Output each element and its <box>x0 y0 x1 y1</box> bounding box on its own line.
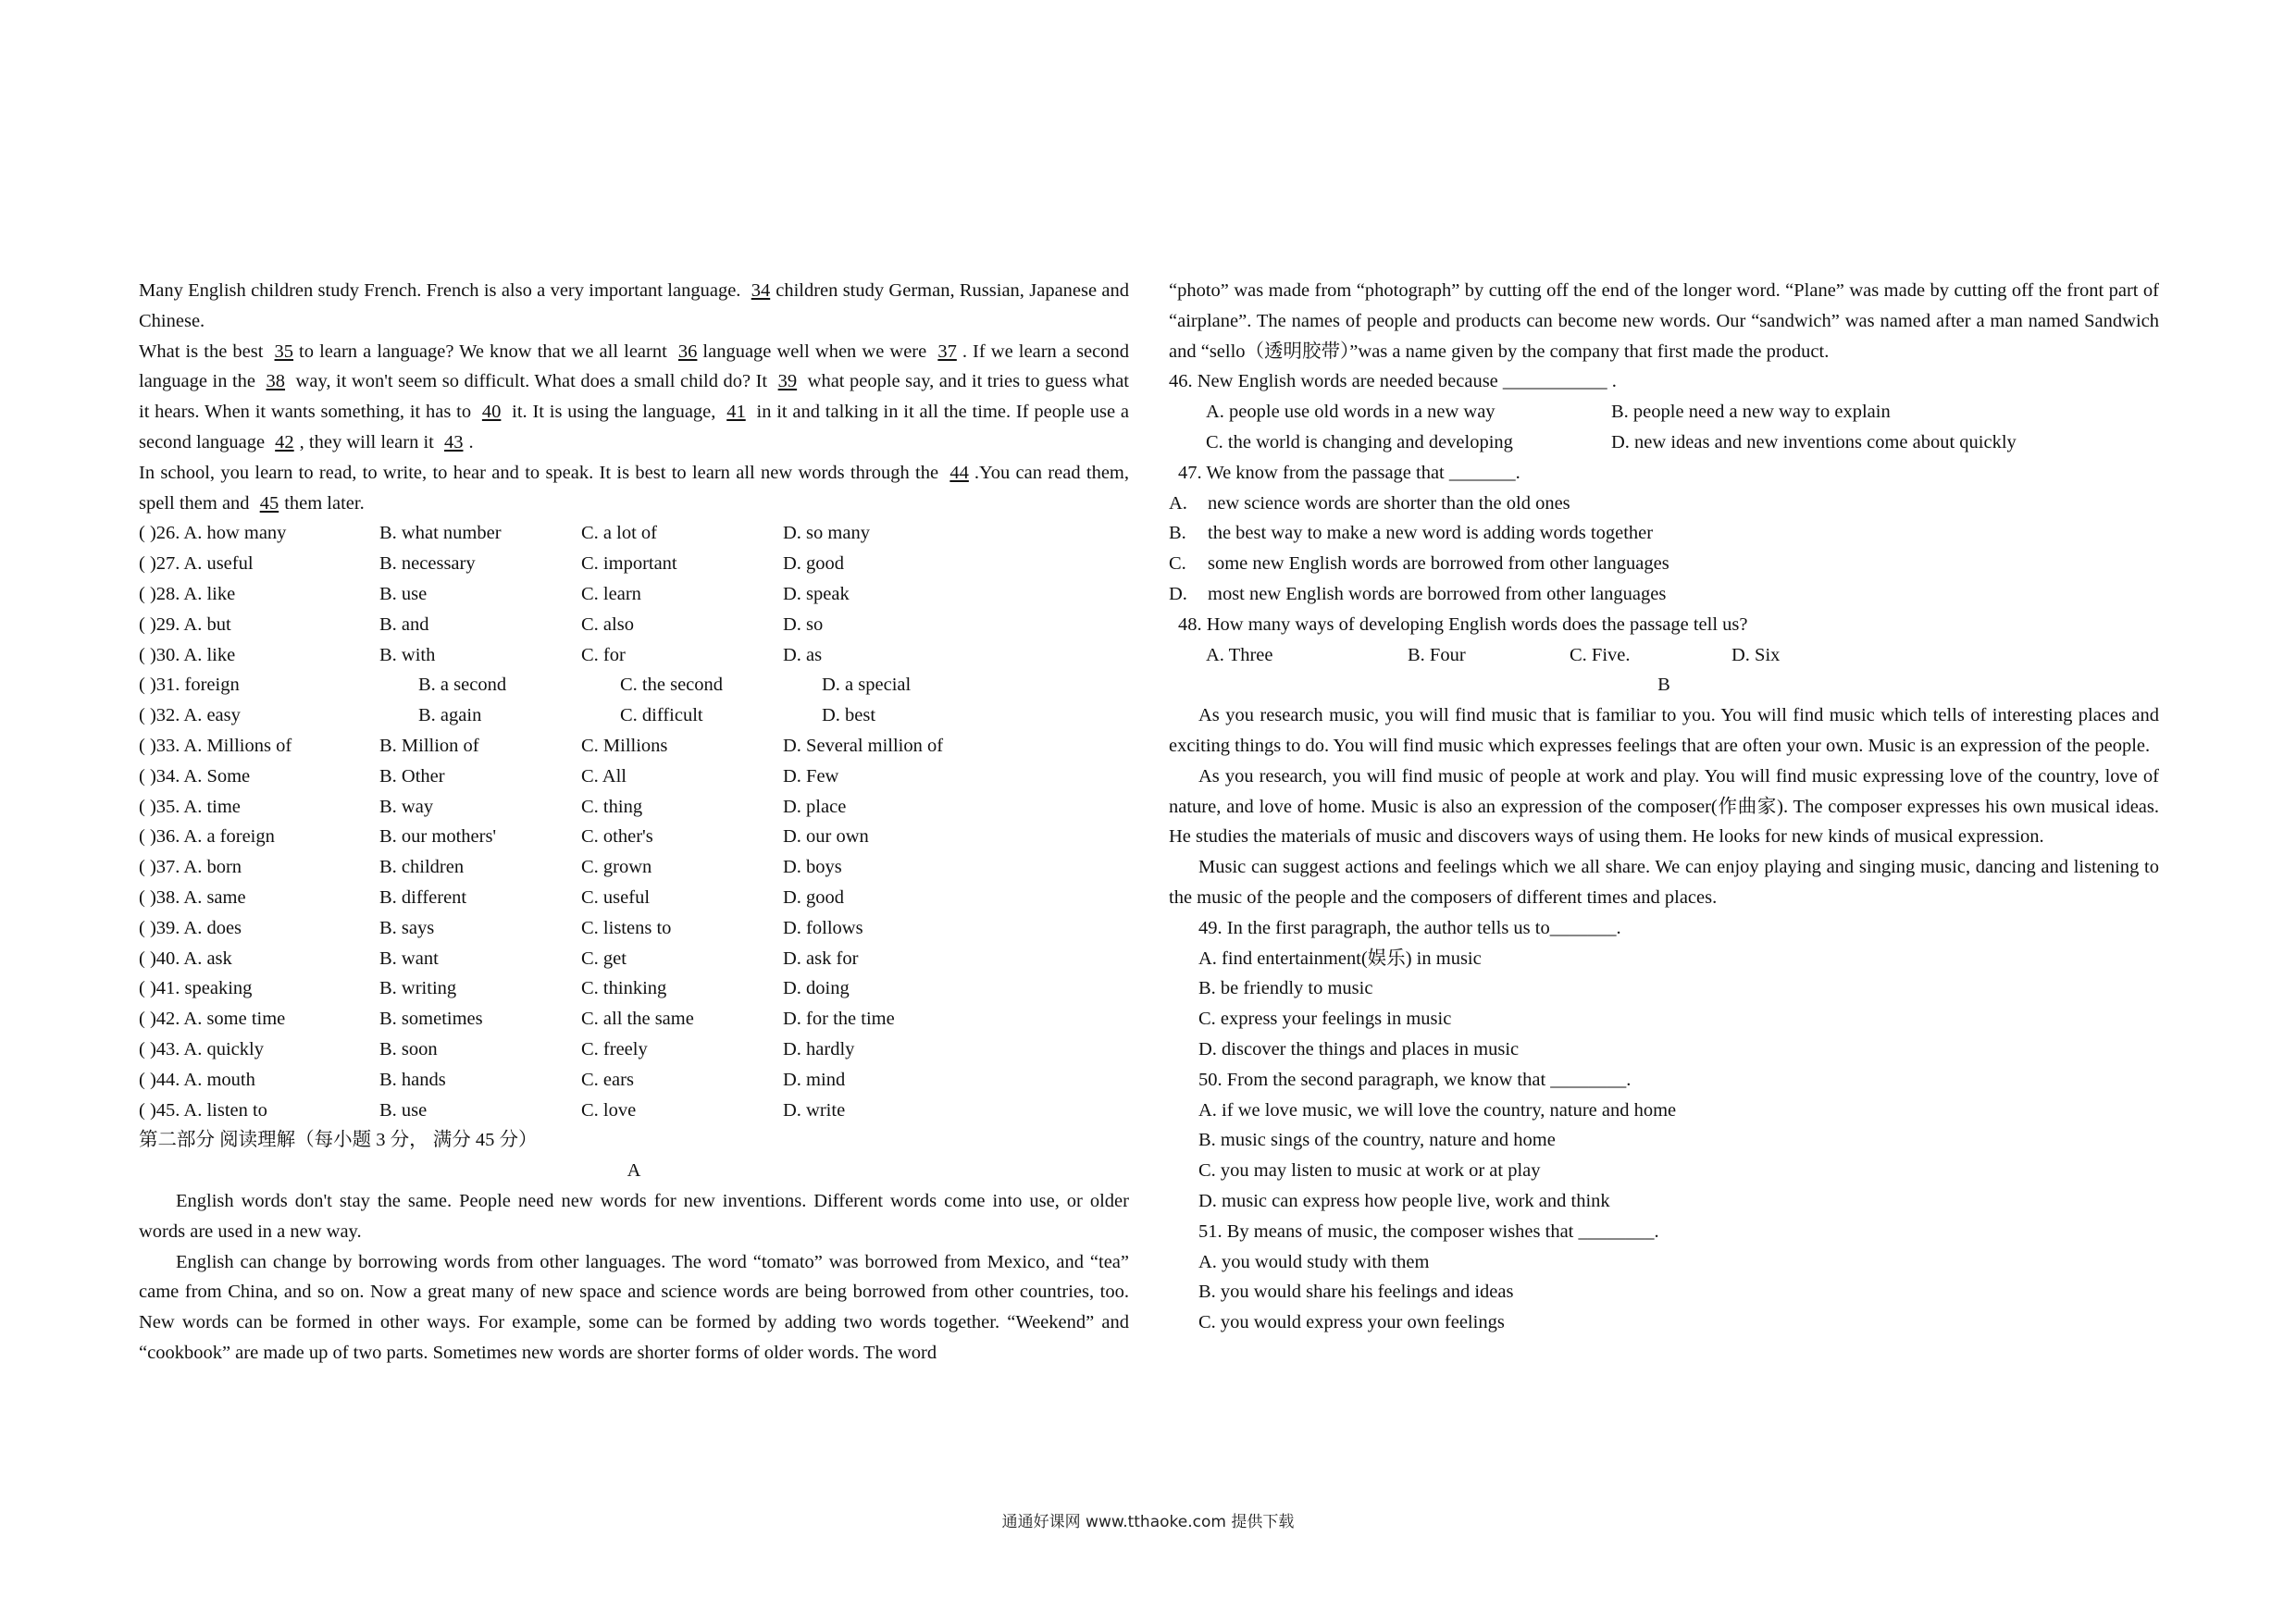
cloze-question-row <box>139 640 1129 671</box>
q51-option: C. you would express your own feelings <box>1198 1312 1505 1333</box>
question-option: C. useful <box>581 886 651 908</box>
question-option: D. good <box>783 553 845 575</box>
question-option: D. Few <box>783 765 839 787</box>
cloze-question-row <box>139 610 1129 640</box>
question-option: D. Several million of <box>783 735 944 756</box>
q50-option: B. music sings of the country, nature and home <box>1198 1130 1556 1151</box>
q46-option: B. people need a new way to explain <box>1611 402 1891 423</box>
question-option: C. ears <box>581 1069 634 1090</box>
question-option: B. soon <box>379 1038 438 1059</box>
question-option: B. way <box>379 796 434 817</box>
question-option: D. good <box>783 886 845 908</box>
cloze-question-row <box>139 822 1129 852</box>
question-option: B. our mothers' <box>379 826 497 848</box>
blank-43: 43 <box>443 431 464 452</box>
question-option: C. difficult <box>620 705 703 726</box>
question-stem-option-a: ( )44. A. mouth <box>139 1069 255 1090</box>
blank-35: 35 <box>274 341 294 362</box>
q47-option: B. the best way to make a new word is adding words together <box>1169 523 1654 544</box>
blank-38: 38 <box>266 371 286 392</box>
question-option: B. with <box>379 644 436 665</box>
question-stem-option-a: ( )38. A. same <box>139 886 246 908</box>
question-option: B. Million of <box>379 735 479 756</box>
question-option: C. get <box>581 948 627 969</box>
question-option: B. necessary <box>379 553 476 575</box>
question-option: B. use <box>379 1099 428 1121</box>
question-option: B. says <box>379 917 435 938</box>
blank-37: 37 <box>937 341 957 362</box>
q47-option: C. some new English words are borrowed from other languages <box>1169 553 1669 575</box>
cloze-question-row <box>139 944 1129 974</box>
q46-option: D. new ideas and new inventions come about quickly <box>1611 431 2017 452</box>
cloze-paragraph-1: Many English children study French. French is also a very important language. 34 children study German, Russian, Japanese and Chinese. <box>139 280 1129 331</box>
question-stem-option-a: ( )39. A. does <box>139 917 242 938</box>
question-option: B. again <box>418 705 482 726</box>
passage-a-paragraph: English can change by borrowing words from other languages. The word “tomato” was borrowed from Mexico, and “tea” came from China, and so on. Now a great many of new space and science words are being borrowed from other countries, too. New words can be formed in other ways. For example, some can be formed by adding two words together. “Weekend” and “cookbook” are made up of two parts. Sometimes new words are shorter forms of older words. The word <box>139 1251 1129 1363</box>
question-option: C. listens to <box>581 917 672 938</box>
question-option: C. for <box>581 644 626 665</box>
question-option: C. the second <box>620 675 724 696</box>
question-option: B. writing <box>379 978 457 999</box>
q49-option: C. express your feelings in music <box>1198 1009 1452 1030</box>
blank-36: 36 <box>677 341 698 362</box>
q48-option: D. Six <box>1731 644 1781 665</box>
passage-b-label: B <box>1657 675 1670 696</box>
question-stem-option-a: ( )31. foreign <box>139 675 240 696</box>
passage-a-label: A <box>627 1160 641 1182</box>
question-49: 49. In the first paragraph, the author tells us to_______. <box>1198 917 1621 938</box>
cloze-question-row <box>139 1065 1129 1096</box>
question-option: D. our own <box>783 826 869 848</box>
q51-option: A. you would study with them <box>1198 1251 1430 1272</box>
question-stem-option-a: ( )30. A. like <box>139 644 236 665</box>
q50-option: C. you may listen to music at work or at play <box>1198 1160 1541 1182</box>
question-option: C. freely <box>581 1038 648 1059</box>
cloze-question-row <box>139 762 1129 792</box>
question-option: C. All <box>581 765 627 787</box>
cloze-question-row <box>139 883 1129 913</box>
q51-option: B. you would share his feelings and ideas <box>1198 1282 1514 1303</box>
question-option: B. hands <box>379 1069 446 1090</box>
question-option: C. other's <box>581 826 653 848</box>
question-stem-option-a: ( )42. A. some time <box>139 1009 286 1030</box>
question-stem-option-a: ( )45. A. listen to <box>139 1099 267 1121</box>
q47-option: A. new science words are shorter than the old ones <box>1169 492 1570 514</box>
question-50: 50. From the second paragraph, we know that ________. <box>1198 1069 1632 1090</box>
left-column <box>139 276 1129 1369</box>
cloze-question-row <box>139 973 1129 1004</box>
q47-option: D. most new English words are borrowed from other languages <box>1169 583 1667 604</box>
question-option: D. ask for <box>783 948 859 969</box>
question-stem-option-a: ( )35. A. time <box>139 796 241 817</box>
question-51: 51. By means of music, the composer wishes that ________. <box>1198 1220 1659 1242</box>
q49-option: B. be friendly to music <box>1198 978 1373 999</box>
question-stem-option-a: ( )34. A. Some <box>139 765 251 787</box>
question-option: D. mind <box>783 1069 846 1090</box>
passage-a-paragraph: English words don't stay the same. People need new words for new inventions. Different words come into use, or older words are used in a new way. <box>139 1190 1129 1242</box>
passage-b-paragraph: Music can suggest actions and feelings which we all share. We can enjoy playing and singing music, dancing and listening to the music of the people and the composers of different times and places. <box>1169 857 2159 908</box>
question-option: C. love <box>581 1099 637 1121</box>
question-stem-option-a: ( )33. A. Millions of <box>139 735 292 756</box>
blank-39: 39 <box>777 371 798 392</box>
right-column <box>1169 276 2159 1338</box>
question-stem-option-a: ( )36. A. a foreign <box>139 826 275 848</box>
question-46: 46. New English words are needed because ___________ . <box>1169 371 1617 392</box>
q48-option: C. Five. <box>1570 644 1631 665</box>
cloze-question-row <box>139 792 1129 823</box>
question-option: D. doing <box>783 978 850 999</box>
cloze-question-row <box>139 1096 1129 1126</box>
q49-option: A. find entertainment(娱乐) in music <box>1198 948 1482 969</box>
question-option: D. as <box>783 644 823 665</box>
question-option: D. so many <box>783 523 870 544</box>
cloze-paragraph-2: What is the best 35 to learn a language? We know that we all learnt 36 language well when we were 37 . If we learn a second language in the 38 way, it won't seem so difficult. What does a small child do? It 39 what people say, and it tries to guess what it hears. When it wants something, it has to 40 it. It is using the language, 41 in it and talking in it all the time. If people use a second language 42 , they will learn it 43 . <box>139 341 1129 452</box>
question-option: D. write <box>783 1099 846 1121</box>
question-option: D. speak <box>783 583 850 604</box>
question-option: B. what number <box>379 523 502 544</box>
question-stem-option-a: ( )41. speaking <box>139 978 253 999</box>
question-option: B. want <box>379 948 439 969</box>
footer-watermark: 通通好课网 www.tthaoke.com 提供下载 <box>1001 1513 1295 1531</box>
question-option: C. all the same <box>581 1009 694 1030</box>
blank-44: 44 <box>949 462 969 483</box>
question-option: D. best <box>822 705 876 726</box>
cloze-question-row <box>139 518 1129 549</box>
q46-options-row <box>1169 397 2159 427</box>
question-option: C. also <box>581 613 634 635</box>
question-option: C. grown <box>581 857 652 878</box>
passage-b-paragraph: As you research, you will find music of people at work and play. You will find music expressing love of the country, love of nature, and love of home. Music is also an expression of the composer(作曲家). The composer expresses his own musical ideas. He studies the materials of music and discovers ways of using them. He looks for new kinds of musical expression. <box>1169 765 2159 848</box>
question-48: 48. How many ways of developing English words does the passage tell us? <box>1178 613 1748 635</box>
question-stem-option-a: ( )43. A. quickly <box>139 1038 264 1059</box>
q48-option: B. Four <box>1408 644 1466 665</box>
passage-b-paragraph: As you research music, you will find music that is familiar to you. You will find music which tells of interesting places and exciting things to do. You will find music which expresses feelings that are often your own. Music is an expression of the people. <box>1169 705 2159 756</box>
q48-option: A. Three <box>1206 644 1273 665</box>
question-option: C. Millions <box>581 735 668 756</box>
cloze-question-row <box>139 913 1129 944</box>
cloze-question-row <box>139 1035 1129 1065</box>
blank-45: 45 <box>259 492 279 514</box>
question-option: B. different <box>379 886 467 908</box>
question-stem-option-a: ( )40. A. ask <box>139 948 232 969</box>
question-option: B. Other <box>379 765 445 787</box>
blank-41: 41 <box>726 402 746 423</box>
question-option: D. hardly <box>783 1038 855 1059</box>
question-stem-option-a: ( )32. A. easy <box>139 705 241 726</box>
q50-option: D. music can express how people live, work and think <box>1198 1190 1610 1211</box>
question-stem-option-a: ( )29. A. but <box>139 613 231 635</box>
question-option: B. use <box>379 583 428 604</box>
question-option: C. thing <box>581 796 643 817</box>
cloze-question-row <box>139 670 1129 700</box>
question-47: 47. We know from the passage that _______. <box>1178 462 1520 483</box>
question-option: D. place <box>783 796 847 817</box>
cloze-question-row <box>139 852 1129 883</box>
blank-42: 42 <box>275 431 294 452</box>
question-option: C. a lot of <box>581 523 657 544</box>
question-option: D. a special <box>822 675 912 696</box>
question-option: B. sometimes <box>379 1009 483 1030</box>
blank-40: 40 <box>481 402 502 423</box>
question-option: C. important <box>581 553 677 575</box>
cloze-question-row <box>139 579 1129 610</box>
question-stem-option-a: ( )28. A. like <box>139 583 236 604</box>
cloze-question-row <box>139 1004 1129 1035</box>
q49-option: D. discover the things and places in music <box>1198 1038 1520 1059</box>
question-option: C. learn <box>581 583 641 604</box>
q50-option: A. if we love music, we will love the country, nature and home <box>1198 1099 1677 1121</box>
q48-options-row <box>1169 640 2159 671</box>
cloze-question-row <box>139 731 1129 762</box>
section-title: 第二部分 阅读理解（每小题 3 分， 满分 45 分） <box>139 1130 538 1151</box>
q46-option: C. the world is changing and developing <box>1206 431 1513 452</box>
cloze-question-list <box>139 518 1129 1125</box>
question-stem-option-a: ( )26. A. how many <box>139 523 287 544</box>
question-option: D. for the time <box>783 1009 895 1030</box>
blank-34: 34 <box>751 280 771 301</box>
q46-options-row <box>1169 427 2159 458</box>
passage-a-continuation: “photo” was made from “photograph” by cutting off the end of the longer word. “Plane” was made by cutting off the front part of “airplane”. The names of people and products can become new words. Our “sandwich” was named after a man named Sandwich and “sello（透明胶带）”was a name given by the company that first made the product. <box>1169 280 2159 362</box>
question-option: C. thinking <box>581 978 667 999</box>
question-option: B. a second <box>418 675 507 696</box>
q46-option: A. people use old words in a new way <box>1206 402 1496 423</box>
question-option: B. children <box>379 857 465 878</box>
question-option: D. boys <box>783 857 842 878</box>
question-stem-option-a: ( )27. A. useful <box>139 553 254 575</box>
question-option: D. follows <box>783 917 863 938</box>
cloze-question-row <box>139 549 1129 579</box>
question-option: D. so <box>783 613 824 635</box>
cloze-question-row <box>139 700 1129 731</box>
question-option: B. and <box>379 613 429 635</box>
cloze-paragraph-3: In school, you learn to read, to write, to hear and to speak. It is best to learn all new words through the 44 .You can read them, spell them and 45 them later. <box>139 462 1130 514</box>
question-stem-option-a: ( )37. A. born <box>139 857 242 878</box>
